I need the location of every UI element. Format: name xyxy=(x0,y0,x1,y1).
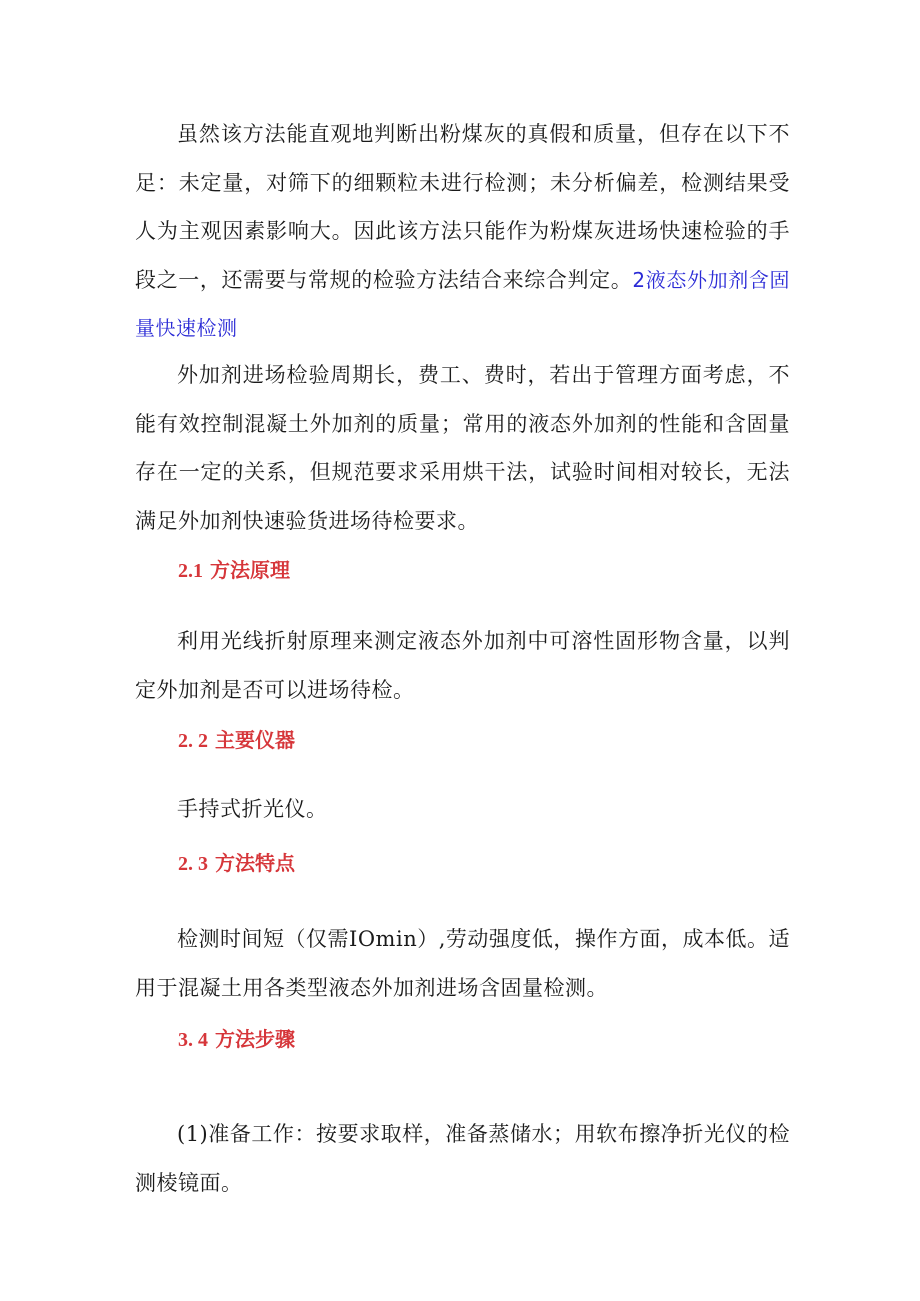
heading-text: 方法特点 xyxy=(214,851,295,875)
heading-text: 方法原理 xyxy=(209,558,290,582)
heading-number: 2. 3 xyxy=(178,853,208,875)
heading-number: 2.1 xyxy=(178,560,203,582)
heading-main-instrument xyxy=(178,725,295,756)
section-heading-liquid-admixture: 2液态外加剂含固量快速检测 xyxy=(135,267,790,340)
paragraph-main-instrument: 手持式折光仪。 xyxy=(177,797,328,821)
paragraph-method-features: 检测时间短（仅需IOmin）,劳动强度低，操作方面，成本低。适用于混凝土用各类型液态外加剂进场含固量检测。 xyxy=(135,927,790,1000)
paragraph-method-principle: 利用光线折射原理来测定液态外加剂中可溶性固形物含量，以判定外加剂是否可以进场待检。 xyxy=(135,629,790,702)
heading-method-features xyxy=(178,848,295,879)
paragraph-text: 虽然该方法能直观地判断出粉煤灰的真假和质量，但存在以下不足：未定量，对筛下的细颗粒未进行检测；未分析偏差，检测结果受人为主观因素影响大。因此该方法只能作为粉煤灰进场快速检验的手段之一，还需要与常规的检验方法结合来综合判定。 xyxy=(135,122,790,292)
heading-method-principle xyxy=(178,555,290,586)
heading-text: 方法步骤 xyxy=(214,1027,295,1051)
heading-text: 主要仪器 xyxy=(214,728,295,752)
paragraph-fly-ash-limitations xyxy=(135,110,790,353)
heading-number: 2. 2 xyxy=(178,730,208,752)
heading-method-steps xyxy=(178,1024,295,1055)
heading-number: 3. 4 xyxy=(178,1029,208,1051)
paragraph-admixture-inspection: 外加剂进场检验周期长，费工、费时，若出于管理方面考虑，不能有效控制混凝土外加剂的质量；常用的液态外加剂的性能和含固量存在一定的关系，但规范要求采用烘干法，试验时间相对较长，无法满足外加剂快速验货进场待检要求。 xyxy=(135,363,790,533)
paragraph-step-preparation: (1)准备工作：按要求取样，准备蒸储水；用软布擦净折光仪的检测棱镜面。 xyxy=(135,1122,790,1195)
